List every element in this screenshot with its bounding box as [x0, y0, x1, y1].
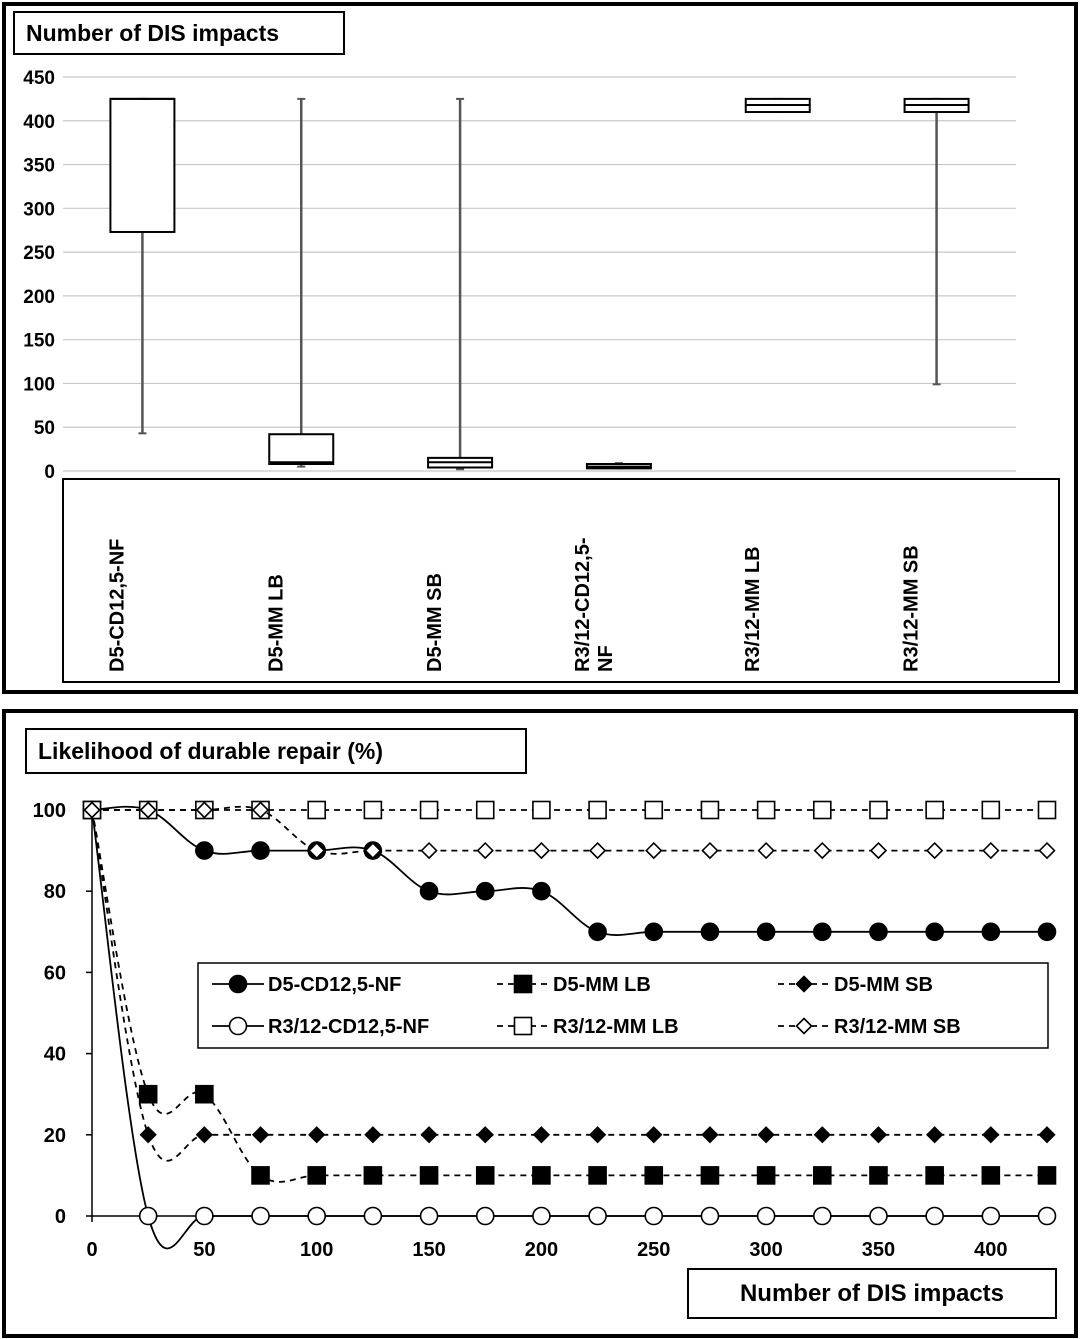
category-label: [424, 573, 446, 672]
x-axis-title: Number of DIS impacts: [739, 1280, 1005, 1307]
marker-square: [533, 802, 550, 819]
x-tick-label: 100: [300, 1239, 334, 1261]
marker-circle: [140, 1208, 157, 1225]
category-label-line: NF: [594, 645, 617, 672]
marker-circle: [252, 842, 269, 859]
legend-item: [497, 1016, 679, 1038]
marker-square: [308, 1167, 325, 1184]
marker-square: [589, 1167, 606, 1184]
y-tick-label: 300: [23, 199, 55, 221]
marker-circle: [230, 1018, 247, 1035]
marker-circle: [421, 1208, 438, 1225]
marker-square: [533, 1167, 550, 1184]
y-tick-label: 50: [33, 418, 55, 440]
marker-circle: [926, 1208, 943, 1225]
marker-square: [926, 1167, 943, 1184]
marker-square: [589, 802, 606, 819]
marker-circle: [196, 1208, 213, 1225]
x-tick-label: 250: [637, 1239, 671, 1261]
marker-square: [814, 1167, 831, 1184]
x-tick-label: 200: [524, 1239, 559, 1261]
y-tick-label: 60: [43, 962, 66, 985]
marker-square: [758, 1167, 775, 1184]
marker-square: [477, 1167, 494, 1184]
y-tick-label: 450: [23, 68, 55, 89]
marker-square: [701, 802, 718, 819]
marker-square: [515, 1018, 532, 1035]
x-tick-label: 50: [193, 1239, 216, 1261]
marker-square: [870, 802, 887, 819]
y-tick-label: 250: [23, 243, 55, 265]
marker-square: [926, 802, 943, 819]
marker-circle: [477, 1208, 494, 1225]
marker-circle: [230, 976, 247, 993]
y-tick-label: 80: [43, 881, 66, 904]
marker-square: [645, 1167, 662, 1184]
y-tick-label: 0: [44, 462, 55, 483]
marker-square: [196, 1086, 213, 1103]
legend-label: D5-CD12,5-NF: [268, 974, 402, 996]
legend-label: D5-MM LB: [553, 974, 651, 996]
marker-circle: [477, 883, 494, 900]
marker-square: [421, 1167, 438, 1184]
marker-circle: [814, 923, 831, 940]
y-tick-label: 100: [32, 800, 66, 822]
marker-circle: [758, 1208, 775, 1225]
marker-circle: [421, 883, 438, 900]
marker-square: [1039, 1167, 1056, 1184]
category-label-line: D5-CD12,5-NF: [106, 538, 129, 672]
box-iqr: [110, 99, 174, 232]
x-tick-label: 0: [86, 1239, 98, 1261]
y-tick-label: 400: [23, 111, 55, 133]
marker-circle: [252, 1208, 269, 1225]
marker-circle: [533, 1208, 550, 1225]
marker-square: [758, 802, 775, 819]
y-tick-label: 0: [54, 1206, 66, 1228]
marker-circle: [982, 1208, 999, 1225]
marker-circle: [645, 923, 662, 940]
marker-circle: [870, 923, 887, 940]
category-label: [106, 539, 128, 672]
marker-square: [814, 802, 831, 819]
legend-item: [497, 974, 651, 996]
marker-square: [1039, 802, 1056, 819]
y-tick-label: 40: [43, 1043, 66, 1066]
y-tick-label: 20: [43, 1124, 66, 1147]
marker-circle: [308, 1208, 325, 1225]
legend-label: D5-MM SB: [834, 974, 933, 996]
marker-circle: [589, 1208, 606, 1225]
marker-square: [364, 802, 381, 819]
legend-label: R3/12-MM SB: [834, 1016, 961, 1038]
marker-circle: [870, 1208, 887, 1225]
y-tick-label: 350: [23, 155, 55, 177]
marker-square: [477, 802, 494, 819]
category-label: [742, 546, 764, 672]
y-tick-label: 200: [23, 286, 55, 308]
box-5: [746, 99, 810, 112]
legend-label: R3/12-MM LB: [553, 1016, 679, 1038]
y-tick-label: 100: [23, 374, 55, 396]
marker-square: [645, 802, 662, 819]
marker-circle: [364, 1208, 381, 1225]
x-tick-label: 350: [861, 1239, 896, 1261]
category-label-line: D5-MM SB: [424, 573, 447, 672]
legend-label: R3/12-CD12,5-NF: [268, 1016, 430, 1038]
marker-circle: [982, 923, 999, 940]
marker-square: [515, 976, 532, 993]
marker-square: [308, 802, 325, 819]
marker-circle: [1039, 923, 1056, 940]
marker-square: [252, 1167, 269, 1184]
x-tick-label: 400: [974, 1239, 1008, 1261]
marker-square: [421, 802, 438, 819]
legend: [198, 963, 1048, 1048]
marker-circle: [1039, 1208, 1056, 1225]
line-title: Likelihood of durable repair (%): [38, 738, 384, 764]
category-label-line: R3/12-MM SB: [900, 545, 923, 672]
marker-circle: [814, 1208, 831, 1225]
box-4: [587, 463, 651, 468]
marker-square: [870, 1167, 887, 1184]
marker-square: [701, 1167, 718, 1184]
category-label: [265, 574, 287, 672]
legend-item: [212, 974, 401, 996]
y-tick-label: 150: [23, 330, 55, 352]
marker-circle: [701, 923, 718, 940]
marker-circle: [533, 883, 550, 900]
x-tick-label: 150: [412, 1239, 446, 1261]
marker-circle: [196, 842, 213, 859]
category-label-line: R3/12-CD12,5-: [571, 537, 594, 672]
marker-circle: [701, 1208, 718, 1225]
category-label: [901, 545, 923, 672]
category-label-line: D5-MM LB: [265, 574, 288, 672]
marker-square: [364, 1167, 381, 1184]
marker-circle: [758, 923, 775, 940]
marker-circle: [645, 1208, 662, 1225]
marker-square: [982, 802, 999, 819]
marker-circle: [589, 923, 606, 940]
marker-square: [140, 1086, 157, 1103]
category-label-line: R3/12-MM LB: [741, 546, 764, 672]
marker-square: [982, 1167, 999, 1184]
marker-circle: [926, 923, 943, 940]
x-tick-label: 300: [749, 1239, 783, 1261]
box-iqr: [269, 434, 333, 464]
boxplot-title: Number of DIS impacts: [26, 20, 280, 46]
